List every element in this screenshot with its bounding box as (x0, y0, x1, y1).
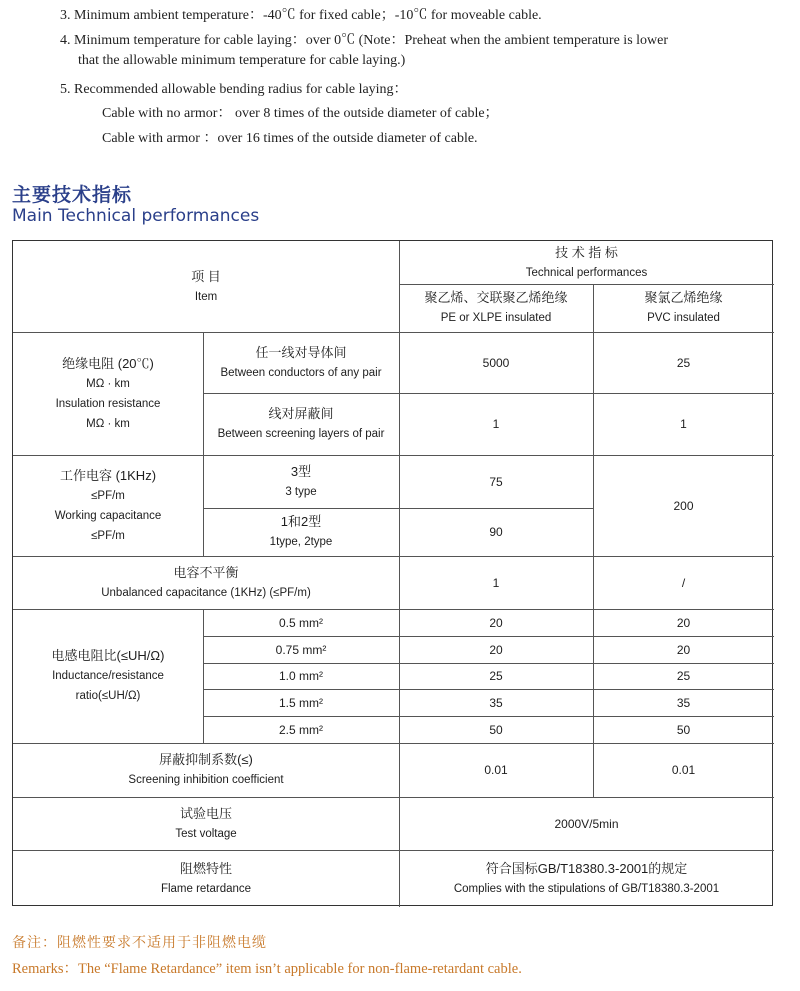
table-cell: 35 (676, 695, 691, 710)
capacitance-type-1-2: 1和2型 1type, 2type (269, 514, 333, 548)
capacitance-label: 工作电容 (1KHz) ≤PF/m Working capacitance ≤PF/m (54, 467, 162, 542)
item-header: 项 目 Item (191, 268, 221, 303)
table-cell: 5000 (482, 355, 510, 370)
table-cell: 20 (676, 642, 691, 657)
section-title-cn: 主要技术指标 (12, 184, 133, 206)
pe-header: 聚乙烯、交联聚乙烯绝缘 PE or XLPE insulated (424, 290, 568, 324)
section-title-en: Main Technical performances (12, 206, 260, 226)
table-cell: 90 (489, 525, 503, 539)
table-cell: 2.5 mm² (278, 722, 323, 737)
flame-retardance-label: 阻燃特性 Flame retardance (160, 860, 252, 895)
table-cell: 1 (680, 417, 687, 431)
table-cell: 25 (676, 355, 691, 370)
table-cell: 25 (489, 669, 503, 683)
table-cell: 50 (489, 722, 503, 737)
flame-retardance-value: 符合国标GB/T18380.3-2001的规定 Complies with the stipulations of GB/T18380.3-2001 (453, 860, 720, 895)
table-cell: 0.01 (484, 763, 508, 777)
table-cell: 1 (492, 417, 500, 431)
table-cell: 75 (489, 474, 503, 489)
table-cell: 2000V/5min (554, 816, 619, 831)
capacitance-type-3: 3型 3 type (285, 463, 317, 498)
table-cell: 1.5 mm² (278, 695, 323, 710)
table-cell: 0.01 (671, 763, 696, 777)
note-line: that the allowable minimum temperature for cable laying.) (78, 53, 406, 68)
note-line: 3. Minimum ambient temperature：-40℃ for fixed cable；-10℃ for moveable cable. (60, 8, 542, 23)
table-cell: / (681, 575, 686, 590)
table-cell: 200 (673, 498, 694, 513)
note-line: 5. Recommended allowable bending radius for cable laying： (60, 82, 408, 97)
test-voltage-label: 试验电压 Test voltage (175, 805, 237, 840)
table-cell: 25 (676, 669, 691, 683)
table-cell: 20 (489, 615, 503, 630)
inductance-label: 电感电阻比(≤UH/Ω) Inductance/resistance ratio(≤UH/Ω) (51, 648, 165, 702)
table-cell: 20 (676, 615, 691, 630)
table-cell: 50 (676, 722, 691, 737)
insulation-label: 绝缘电阻 (20℃) MΩ · km Insulation resistance MΩ · km (55, 355, 161, 430)
insulation-sub-a: 任一线对导体间 Between conductors of any pair (220, 344, 382, 379)
table-cell: 20 (489, 642, 503, 657)
note-line: Cable with armor ：over 16 times of the outside diameter of cable. (102, 131, 478, 146)
remarks-cn: 备注：阻燃性要求不适用于非阻燃电缆 (12, 935, 267, 951)
table-cell: 1 (492, 575, 500, 590)
table-cell: 0.5 mm² (278, 615, 323, 630)
pvc-header: 聚氯乙烯绝缘 PVC insulated (644, 290, 723, 324)
note-line: Cable with no armor： over 8 times of the outside diameter of cable； (102, 106, 499, 121)
unbalanced-label: 电容不平衡 Unbalanced capacitance (1KHz) (≤PF/m) (101, 564, 311, 599)
technical-performance-table (12, 240, 773, 906)
table-cell: 1.0 mm² (278, 669, 323, 683)
insulation-sub-b: 线对屏蔽间 Between screening layers of pair (217, 406, 385, 440)
note-line: 4. Minimum temperature for cable laying：over 0℃ (Note：Preheat when the ambient temperature is lower (60, 33, 669, 48)
remarks-en: Remarks：The “Flame Retardance” item isn’t applicable for non-flame-retardant cable. (12, 961, 522, 977)
tech-header: 技 术 指 标 Technical performances (525, 244, 648, 279)
table-cell: 0.75 mm² (275, 642, 327, 657)
table-cell: 35 (489, 695, 503, 710)
screening-label: 屏蔽抑制系数(≤) Screening inhibition coefficient (128, 752, 284, 786)
